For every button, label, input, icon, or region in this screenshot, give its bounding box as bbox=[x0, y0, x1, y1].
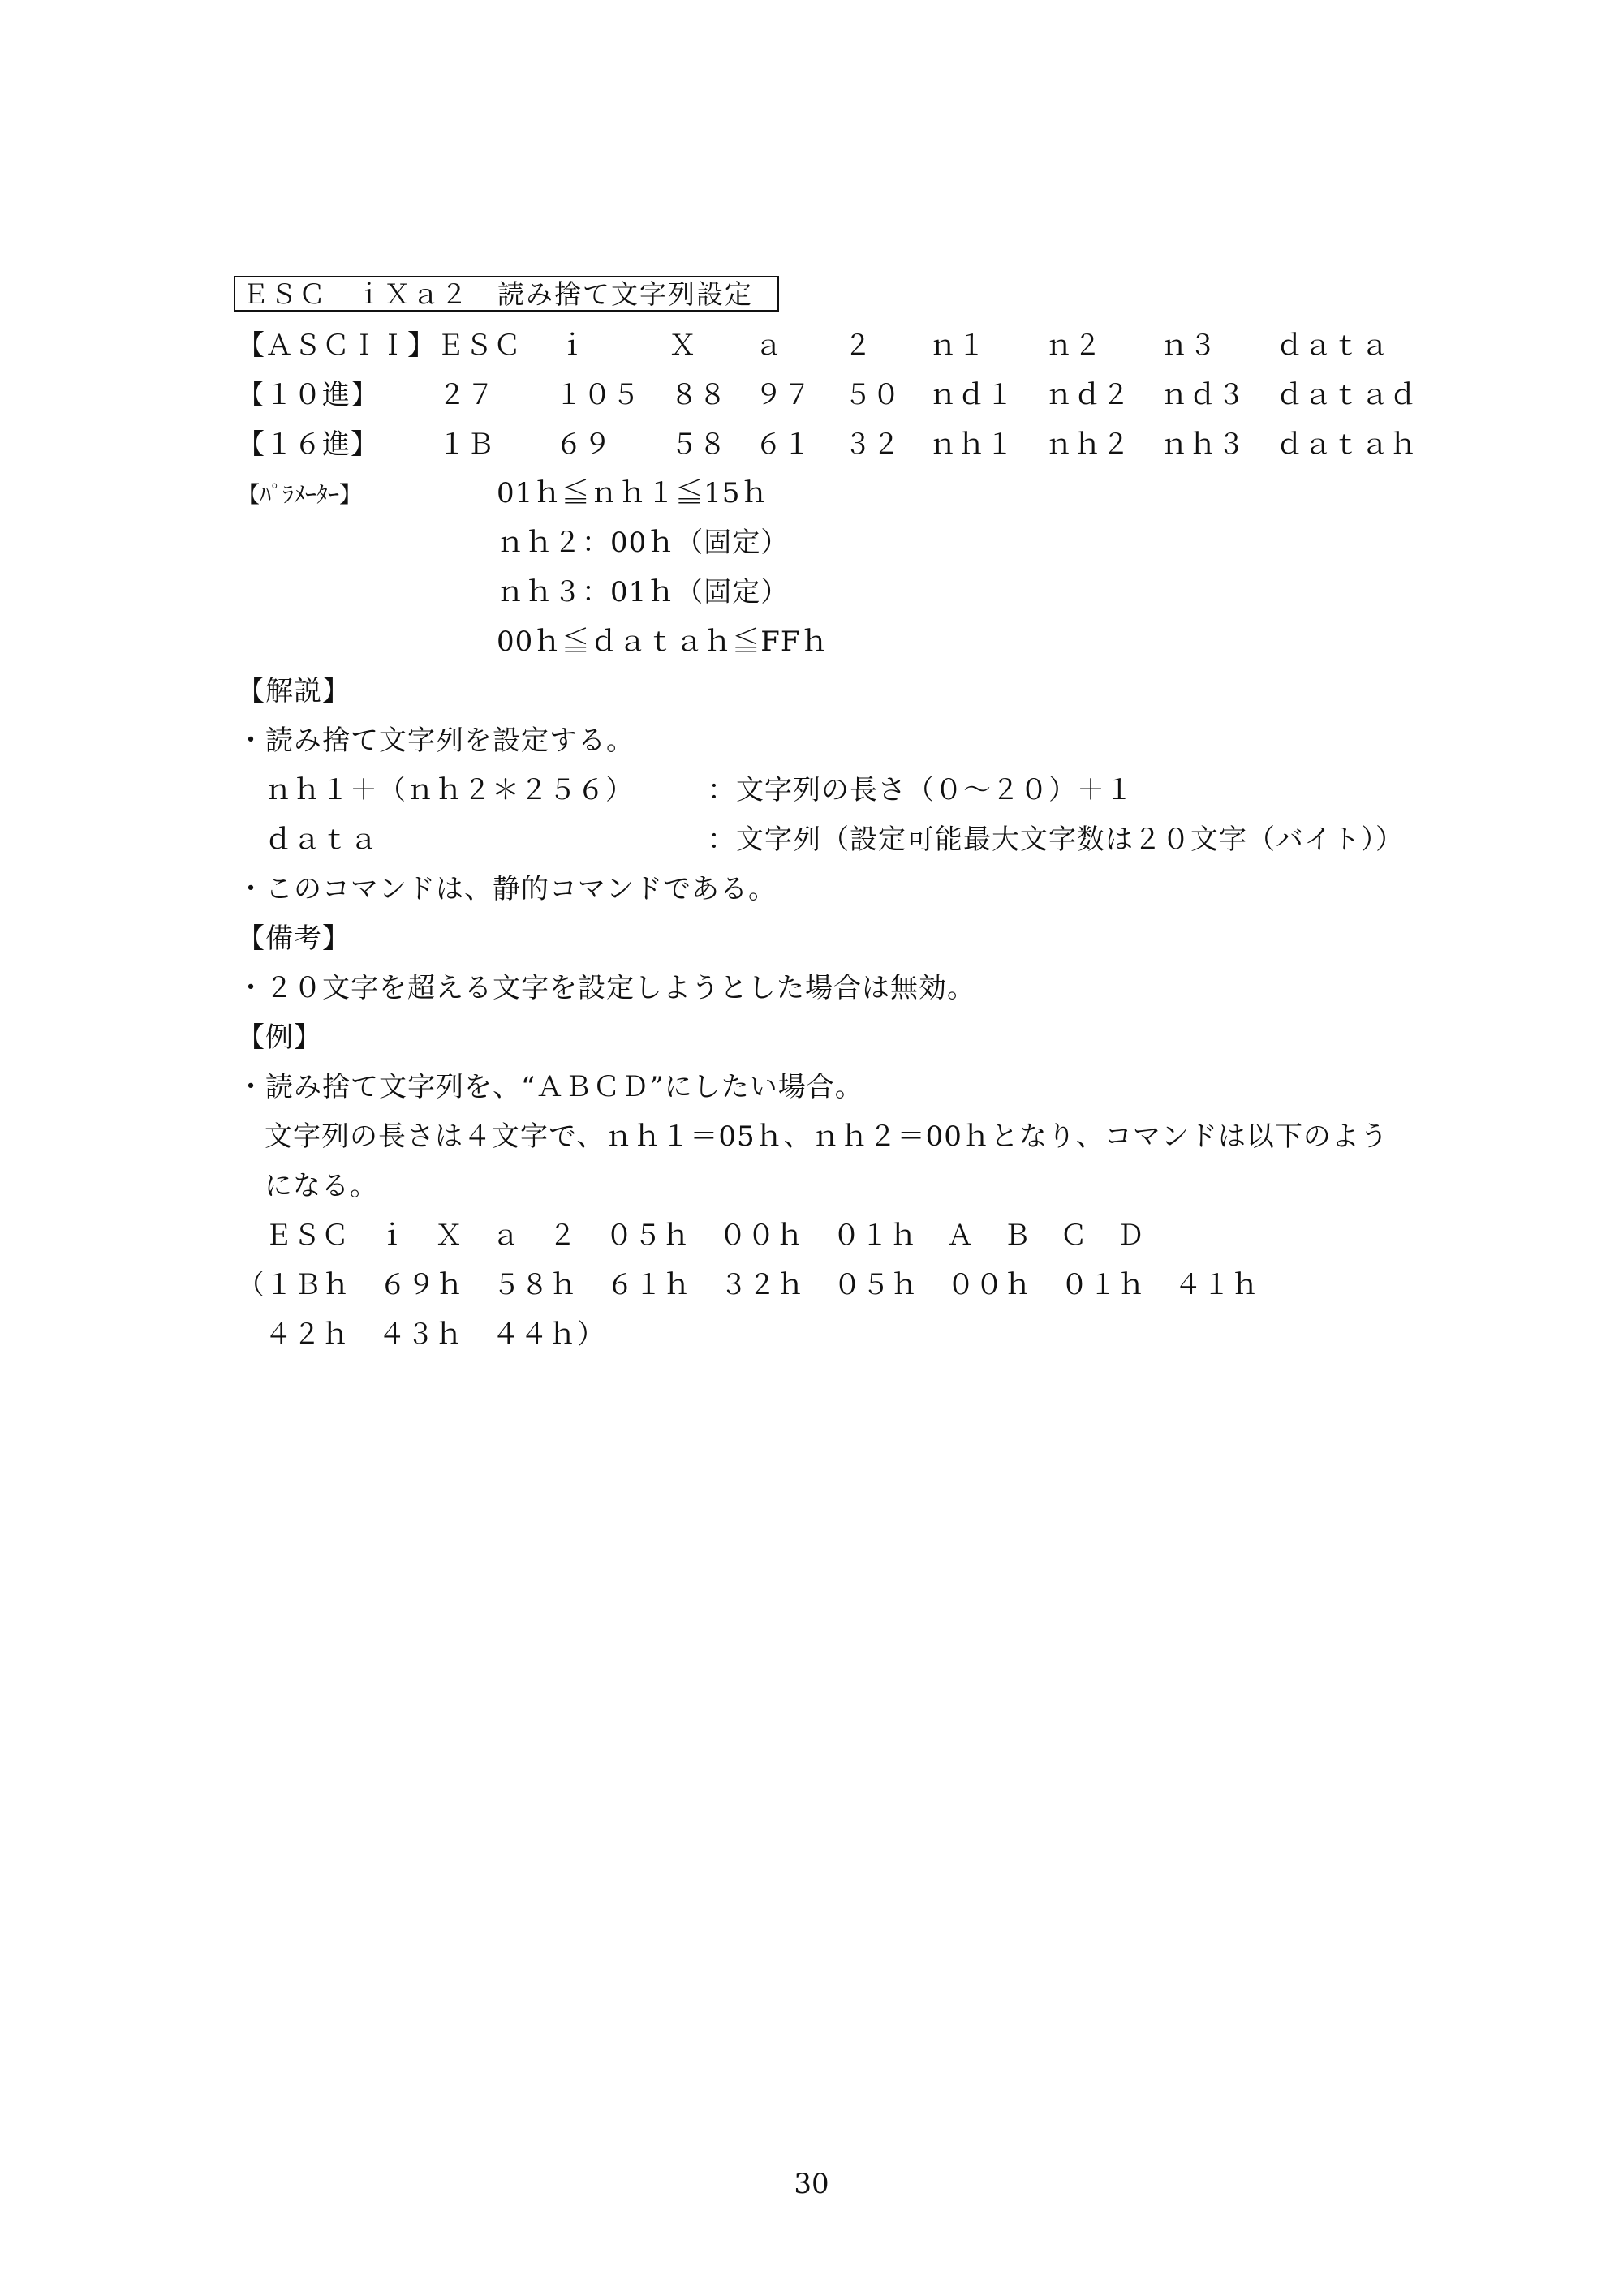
params-label: 【ﾊﾟﾗﾒｰﾀｰ】 bbox=[237, 481, 363, 508]
param-line: 01ｈ≦ｎｈ１≦15ｈ bbox=[497, 477, 769, 510]
ascii-cell: ＥＳＣ bbox=[437, 329, 522, 362]
example-hex-line: （１Ｂｈ ６９ｈ ５８ｈ ６１ｈ ３２ｈ ０５ｈ ００ｈ ０１ｈ ４１ｈ bbox=[237, 1269, 1259, 1301]
hex-cell: ｎｈ２ bbox=[1045, 428, 1130, 461]
example-text: になる。 bbox=[265, 1170, 378, 1202]
hex-cell: ｎｈ３ bbox=[1160, 428, 1246, 461]
hex-cell: ｎｈ１ bbox=[929, 428, 1014, 461]
row-label-ascii: 【ＡＳＣＩＩ】 bbox=[237, 329, 436, 362]
row-label-decimal: 【１０進】 bbox=[237, 379, 379, 411]
definition-desc: ：文字列（設定可能最大文字数は２０文字（バイト）） bbox=[708, 823, 1404, 856]
decimal-cell: ２７ bbox=[438, 379, 495, 411]
ascii-cell: ｎ１ bbox=[929, 329, 986, 362]
hex-cell: ５８ bbox=[670, 428, 727, 461]
section-title-box bbox=[234, 276, 779, 312]
decimal-cell: ｄａｔａｄ bbox=[1276, 379, 1418, 411]
section-title: ＥＳＣ ｉＸａ２ 読み捨て文字列設定 bbox=[242, 278, 753, 310]
explanation-heading: 【解説】 bbox=[237, 675, 351, 707]
example-heading: 【例】 bbox=[237, 1021, 322, 1054]
decimal-cell: ９７ bbox=[755, 379, 812, 411]
ascii-cell: Ｘ bbox=[669, 329, 697, 362]
example-hex-line: ４２ｈ ４３ｈ ４４ｈ） bbox=[265, 1318, 605, 1351]
example-bullet: ・読み捨て文字列を、“ＡＢＣＤ”にしたい場合。 bbox=[237, 1071, 863, 1103]
ascii-cell: ｄａｔａ bbox=[1276, 329, 1389, 362]
ascii-cell: ２ bbox=[844, 329, 872, 362]
decimal-cell: ５０ bbox=[844, 379, 901, 411]
notes-heading: 【備考】 bbox=[237, 922, 351, 955]
ascii-cell: ｎ３ bbox=[1160, 329, 1217, 362]
page-number: 30 bbox=[794, 2168, 829, 2200]
decimal-cell: １０５ bbox=[555, 379, 640, 411]
notes-bullet: ・２０文字を超える文字を設定しようとした場合は無効。 bbox=[237, 972, 975, 1004]
ascii-cell: ｉ bbox=[558, 329, 587, 362]
decimal-cell: ８８ bbox=[670, 379, 727, 411]
definition-term: ｎｈ１＋（ｎｈ２＊２５６） bbox=[265, 774, 634, 806]
ascii-cell: ｎ２ bbox=[1045, 329, 1102, 362]
explanation-bullet: ・このコマンドは、静的コマンドである。 bbox=[237, 873, 777, 905]
param-line: 00ｈ≦ｄａｔａｈ≦FFｈ bbox=[497, 626, 829, 658]
decimal-cell: ｎｄ３ bbox=[1160, 379, 1246, 411]
param-line: ｎｈ３：01ｈ（固定） bbox=[497, 576, 790, 608]
hex-cell: ｄａｔａｈ bbox=[1276, 428, 1418, 461]
hex-cell: ６１ bbox=[755, 428, 812, 461]
example-command: ＥＳＣ ｉ Ｘ ａ ２ ０５ｈ ００ｈ ０１ｈ Ａ Ｂ Ｃ Ｄ bbox=[265, 1219, 1145, 1252]
decimal-cell: ｎｄ１ bbox=[929, 379, 1014, 411]
param-line: ｎｈ２：00ｈ（固定） bbox=[497, 527, 790, 559]
hex-cell: １Ｂ bbox=[438, 428, 495, 461]
hex-cell: ３２ bbox=[844, 428, 901, 461]
hex-cell: ６９ bbox=[555, 428, 612, 461]
row-label-hex: 【１６進】 bbox=[237, 428, 379, 461]
example-text: 文字列の長さは４文字で、ｎｈ１＝05ｈ、ｎｈ２＝00ｈとなり、コマンドは以下のよう bbox=[265, 1120, 1388, 1153]
decimal-cell: ｎｄ２ bbox=[1045, 379, 1130, 411]
definition-term: ｄａｔａ bbox=[265, 823, 378, 856]
definition-desc: ：文字列の長さ（０～２０）＋１ bbox=[708, 774, 1134, 806]
explanation-bullet: ・読み捨て文字列を設定する。 bbox=[237, 724, 635, 757]
ascii-cell: ａ bbox=[755, 329, 783, 362]
